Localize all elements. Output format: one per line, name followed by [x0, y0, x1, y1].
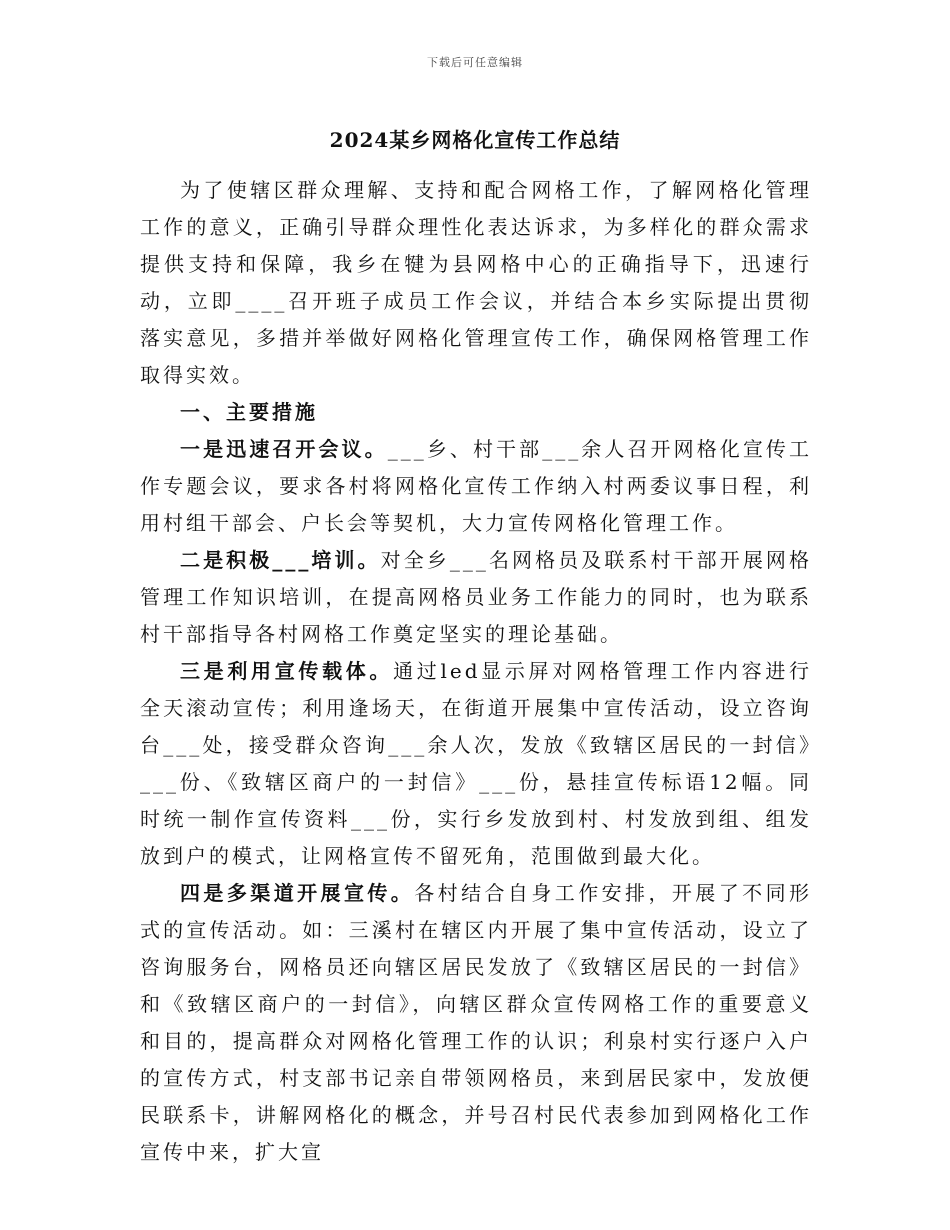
measure-paragraph-1 [140, 431, 812, 542]
intro-paragraph: 为了使辖区群众理解、支持和配合网格工作，了解网格化管理工作的意义，正确引导群众理性化表达诉求，为多样化的群众需求提供支持和保障，我乡在犍为县网格中心的正确指导下，迅速行动，立即____召开班子成员工作会议，并结合本乡实际提出贯彻落实意见，多措并举做好网格化管理宣传工作，确保网格管理工作取得实效。 [140, 178, 812, 387]
measure-paragraph-3 [140, 653, 812, 875]
measure-lead-4: 四是多渠道开展宣传。 [180, 881, 415, 905]
measure-text-1: ___乡、村干部___余人召开网格化宣传工作专题会议，要求各村将网格化宣传工作纳入村两委议事日程，利用村组干部会、户长会等契机，大力宣传网格化管理工作。 [140, 437, 813, 535]
header-note: 下载后可任意编辑 [427, 56, 523, 69]
section-heading-main-measures: 一、主要措施 [180, 400, 318, 424]
measure-text-3: 通过led显示屏对网格管理工作内容进行全天滚动宣传；利用逢场天，在街道开展集中宣传活动，设立咨询台___处，接受群众咨询___余人次，发放《致辖区居民的一封信》___份、《致辖区商户的一封信》___份，悬挂宣传标语12幅。同时统一制作宣传资料___份，实行乡发放到村、村发放到组、组发放到户的模式，让网格宣传不留死角，范围做到最大化。 [140, 659, 812, 868]
document-title: 2024某乡网格化宣传工作总结 [329, 128, 621, 152]
measure-text-4: 各村结合自身工作安排，开展了不同形式的宣传活动。如：三溪村在辖区内开展了集中宣传活动，设立了咨询服务台，网格员还向辖区居民发放了《致辖区居民的一封信》和《致辖区商户的一封信》，向辖区群众宣传网格工作的重要意义和目的，提高群众对网格化管理工作的认识；利泉村实行逐户入户的宣传方式，村支部书记亲自带领网格员，来到居民家中，发放便民联系卡，讲解网格化的概念，并号召村民代表参加到网格化工作宣传中来，扩大宣 [140, 881, 813, 1164]
measure-lead-2: 二是积极___培训。 [180, 548, 381, 572]
measure-paragraph-2 [140, 542, 812, 653]
measure-lead-3: 三是利用宣传载体。 [180, 659, 394, 683]
measure-paragraph-4 [140, 875, 812, 1171]
measure-lead-1: 一是迅速召开会议。 [180, 437, 388, 461]
measure-text-2: 对全乡___名网格员及联系村干部开展网格管理工作知识培训，在提高网格员业务工作能力的同时，也为联系村干部指导各村网格工作奠定坚实的理论基础。 [140, 548, 813, 646]
document-body [140, 172, 812, 1171]
